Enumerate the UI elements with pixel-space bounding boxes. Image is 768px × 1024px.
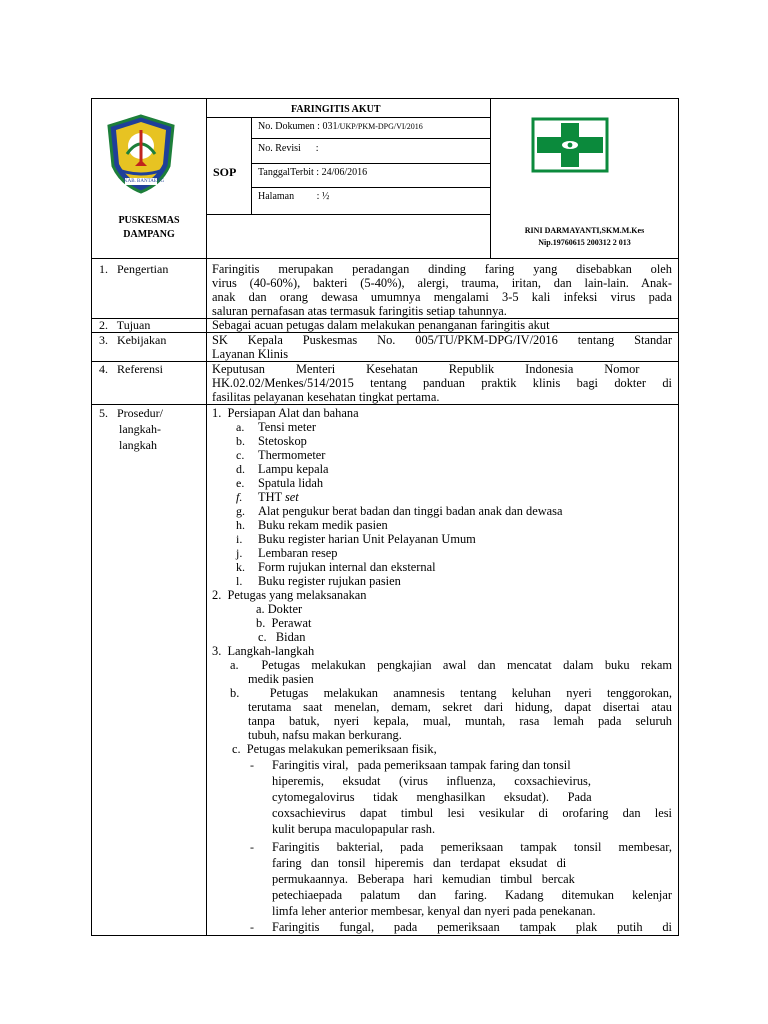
text-line: c. Petugas melakukan pemeriksaan fisik, xyxy=(232,742,437,756)
text-line: terutama saat menelan, demam, sekret dari hidung, dapat disertai atau xyxy=(248,700,672,714)
list-item: Lampu kepala xyxy=(258,462,329,476)
text-line: virus (40-60%), bakteri (5-40%), alergi, trauma, iritan, dan lain-lain. Anak- xyxy=(212,276,672,290)
list-letter: j. xyxy=(236,546,243,560)
list-letter: i. xyxy=(236,532,243,546)
list-item: Thermometer xyxy=(258,448,326,462)
list-item: Buku rekam medik pasien xyxy=(258,518,388,532)
signer-nip: Nip.19760615 200312 2 013 xyxy=(538,238,631,247)
text-line: permukaannya. Beberapa hari kemudian timbul bercak xyxy=(272,872,575,886)
section-label: 5. Prosedur/ xyxy=(99,406,163,420)
list-letter: d. xyxy=(236,462,245,476)
list-letter: l. xyxy=(236,574,243,588)
list-letter: e. xyxy=(236,476,245,490)
list-item: b. Perawat xyxy=(256,616,312,630)
list-item xyxy=(258,490,299,504)
step-title: 1. Persiapan Alat dan bahana xyxy=(212,406,359,420)
list-item: Alat pengukur berat badan dan tinggi badan anak dan dewasa xyxy=(258,504,563,518)
clinic-name-line2: DAMPANG xyxy=(123,229,175,240)
text-line: fasilitas pelayanan kesehatan tingkat pertama. xyxy=(212,390,440,404)
text-line: a. Petugas melakukan pengkajian awal dan mencatat dalam buku rekam xyxy=(230,658,672,672)
list-item: Buku register harian Unit Pelayanan Umum xyxy=(258,532,476,546)
list-item-italic: set xyxy=(284,490,299,504)
list-letter: f. xyxy=(236,490,243,504)
list-item: Form rujukan internal dan eksternal xyxy=(258,560,436,574)
text-line: anak dan orang dewasa umumnya mengalami 3-5 kali infeksi virus pada xyxy=(212,290,672,304)
text-line: tanpa batuk, nyeri kepala, mual, muntah, rasa lemah pada seluruh xyxy=(248,714,672,728)
section-label: 3. Kebijakan xyxy=(99,333,167,347)
text-line: hiperemis, eksudat (virus influenza, coxsachievirus, xyxy=(272,774,591,788)
signer-block xyxy=(491,225,678,249)
text-line: tubuh, nafsu makan berkurang. xyxy=(248,728,402,742)
revision-number: No. Revisi : xyxy=(258,143,319,154)
list-item: a. Dokter xyxy=(256,602,303,616)
list-item: c. Bidan xyxy=(258,630,306,644)
text-line: Faringitis merupakan peradangan dinding faring yang disebabkan oleh xyxy=(212,262,672,276)
puskesmas-cross-logo xyxy=(531,117,609,173)
text-line: faring dan tonsil hiperemis dan terdapat eksudat di xyxy=(272,856,567,870)
step-title: 2. Petugas yang melaksanakan xyxy=(212,588,367,602)
list-letter: h. xyxy=(236,518,245,532)
text-line: b. Petugas melakukan anamnesis tentang keluhan nyeri tenggorokan, xyxy=(230,686,672,700)
list-letter: g. xyxy=(236,504,245,518)
text-line: Faringitis viral, pada pemeriksaan tampak faring dan tonsil xyxy=(272,758,571,772)
list-letter: k. xyxy=(236,560,245,574)
list-letter: a. xyxy=(236,420,245,434)
section-label: 1. Pengertian xyxy=(99,262,169,276)
list-item: Buku register rujukan pasien xyxy=(258,574,401,588)
section-label: langkah- xyxy=(119,422,161,436)
document-number-label: No. Dokumen : 031 xyxy=(258,121,338,132)
section-label: langkah xyxy=(119,438,157,452)
document-number-value: /UKP/PKM-DPG/VI/2016 xyxy=(337,122,423,131)
section-label: 4. Referensi xyxy=(99,362,163,376)
list-letter: b. xyxy=(236,434,245,448)
text-line: cytomegalovirus tidak menghasilkan eksudat). Pada xyxy=(272,790,592,804)
list-item: Spatula lidah xyxy=(258,476,324,490)
issue-date: TanggalTerbit : 24/06/2016 xyxy=(258,167,368,178)
dash-marker: - xyxy=(250,758,254,772)
clinic-name xyxy=(92,214,206,242)
text-line: Faringitis fungal, pada pemeriksaan tampak plak putih di xyxy=(272,920,672,934)
page-number: Halaman : ½ xyxy=(258,191,330,202)
text-line: kulit berupa maculopapular rash. xyxy=(272,822,436,836)
list-item: Lembaran resep xyxy=(258,546,338,560)
list-item: Stetoskop xyxy=(258,434,307,448)
clinic-name-line1: PUSKESMAS xyxy=(118,215,180,226)
list-item-text: THT xyxy=(258,490,285,504)
signer-name: RINI DARMAYANTI,SKM.M.Kes xyxy=(524,226,645,235)
text-line: saluran pernafasan atas termasuk faringitis setiap tahunnya. xyxy=(212,304,507,318)
document-title: FARINGITIS AKUT xyxy=(291,104,381,115)
dash-marker: - xyxy=(250,920,254,934)
text-line: coxsachievirus dapat timbul lesi vesikular di orofaring dan lesi xyxy=(272,806,672,820)
text-line: SK Kepala Puskesmas No. 005/TU/PKM-DPG/IV/2016 tentang Standar xyxy=(212,333,672,347)
text-line: medik pasien xyxy=(248,672,314,686)
list-item: Tensi meter xyxy=(258,420,316,434)
dash-marker: - xyxy=(250,840,254,854)
step-title: 3. Langkah-langkah xyxy=(212,644,315,658)
section-label: 2. Tujuan xyxy=(99,318,151,332)
text-line: Sebagai acuan petugas dalam melakukan penanganan faringitis akut xyxy=(212,318,550,332)
text-line: Keputusan Menteri Kesehatan Republik Indonesia Nomor xyxy=(212,362,640,376)
text-line: limfa leher anterior membesar, kenyal dan nyeri pada penekanan. xyxy=(272,904,596,918)
logo-caption: KAB. BANTAENG xyxy=(124,179,165,184)
text-line: petechiaepada palatum dan faring. Kadang ditemukan kelenjar xyxy=(272,888,672,902)
list-letter: c. xyxy=(236,448,245,462)
text-line: Faringitis bakterial, pada pemeriksaan tampak tonsil membesar, xyxy=(272,840,672,854)
document-number xyxy=(258,120,423,134)
text-line: HK.02.02/Menkes/514/2015 tentang panduan praktik klinis bagi dokter di xyxy=(212,376,672,390)
text-line: Layanan Klinis xyxy=(212,347,289,361)
sop-label: SOP xyxy=(213,165,237,179)
